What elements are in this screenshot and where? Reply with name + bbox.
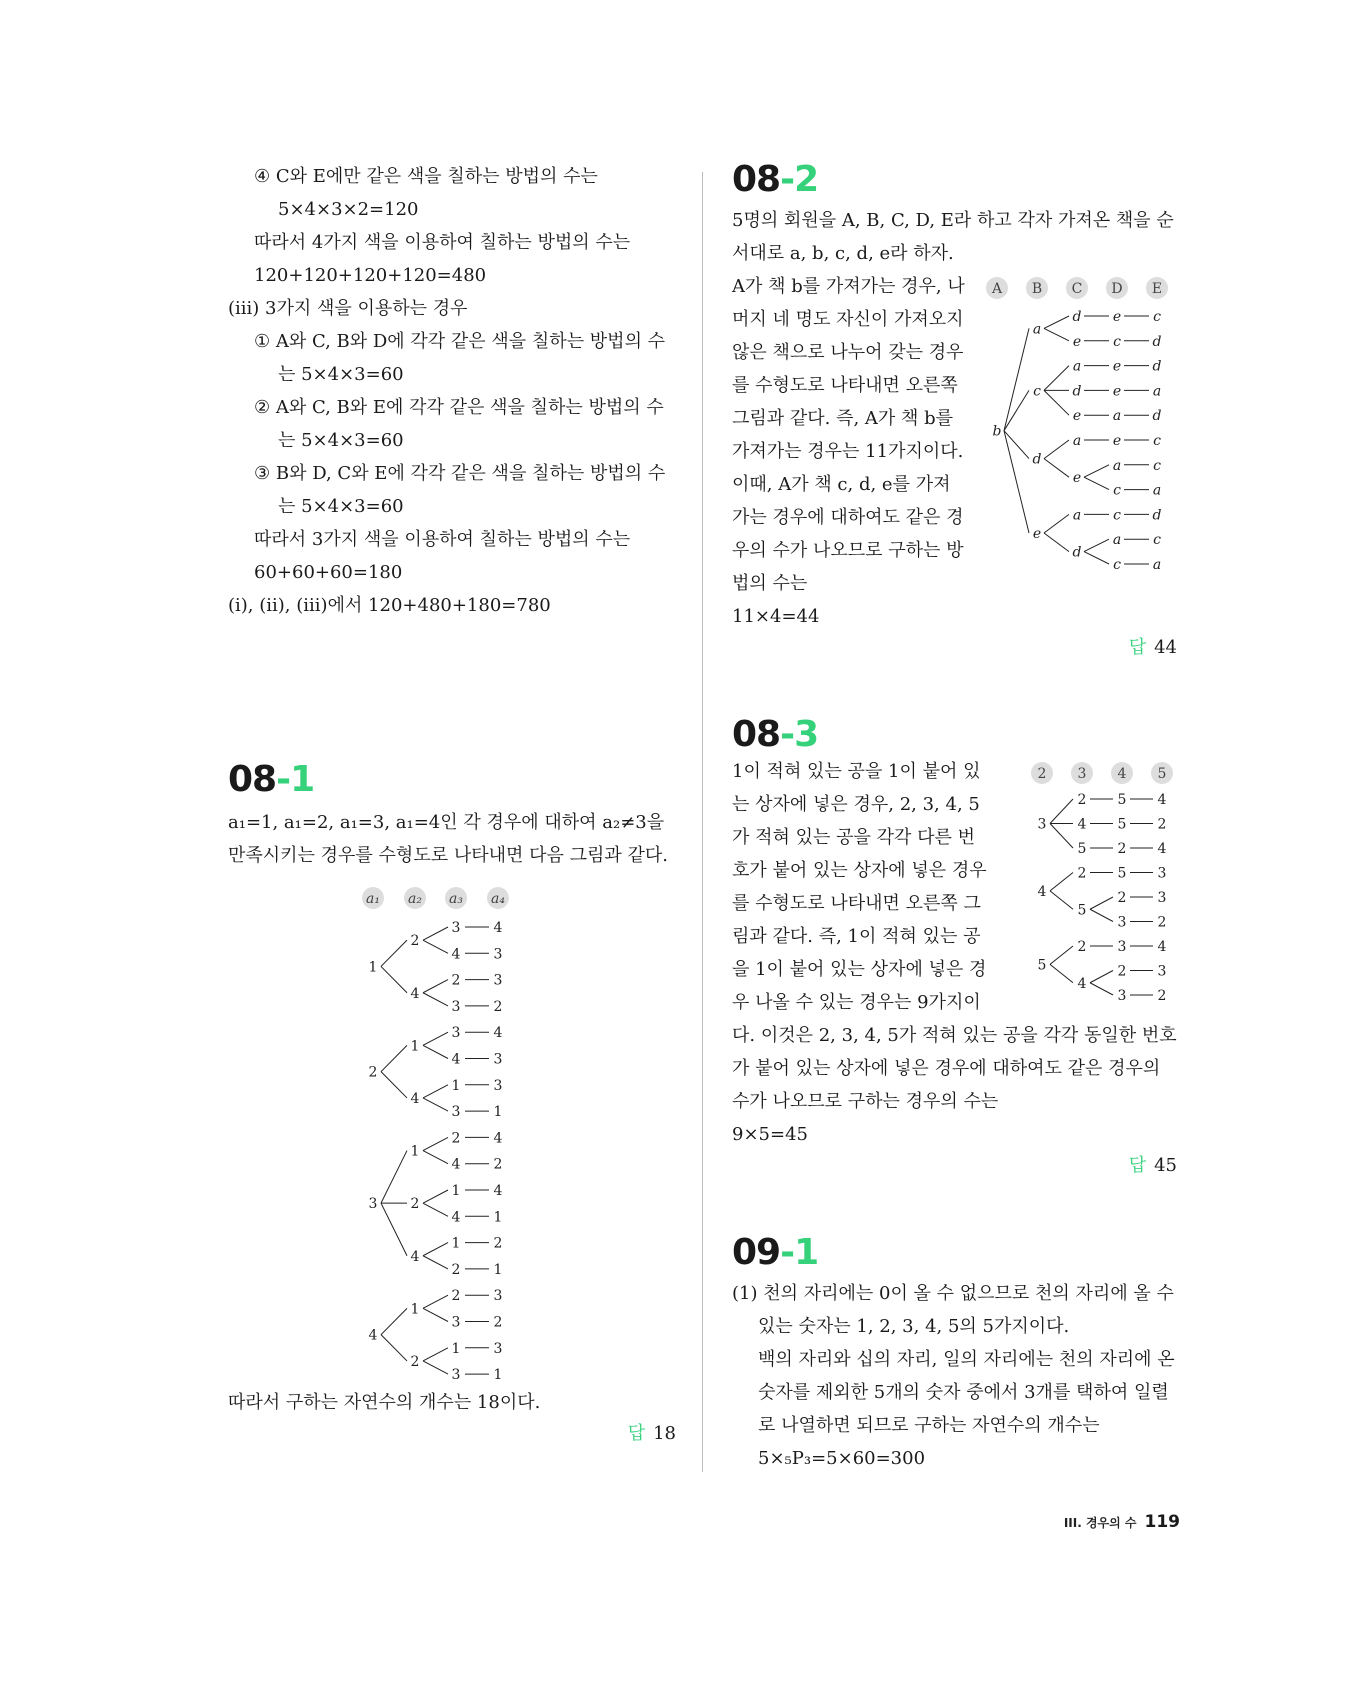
tree-node-label: 4	[493, 1025, 503, 1042]
section-paragraph: 백의 자리와 십의 자리, 일의 자리에는 천의 자리에 온 숫자를 제외한 5개의 숫자 중에서 3개를 택하여 일렬로 나열하면 되므로 구하는 자연수의 개수는	[758, 1349, 1175, 1436]
tree-edge	[423, 1295, 448, 1308]
section-calc: 5×₅P₃=5×60=300	[758, 1448, 926, 1469]
tree-edge	[1044, 459, 1069, 478]
tree-edge	[1004, 328, 1029, 430]
tree-node-label: d	[1032, 451, 1042, 468]
section-title: 08-2	[732, 159, 819, 200]
tree-node-label: 3	[451, 1314, 461, 1331]
tree-node-label: e	[1112, 383, 1122, 400]
tree-node-label: 2	[451, 1130, 461, 1147]
tree-edge	[423, 1348, 448, 1361]
answer-08-2	[732, 633, 1177, 663]
text-line: ③ B와 D, C와 E에 각각 같은 색을 칠하는 방법의 수	[254, 463, 666, 484]
tree-node-label: a	[1112, 532, 1122, 549]
text-line: ④ C와 E에만 같은 색을 칠하는 방법의 수는	[254, 166, 598, 187]
text-line: 는 5×4×3=60	[278, 430, 404, 451]
tree-node-label: 1	[451, 1340, 461, 1357]
tree-edge	[1090, 909, 1113, 921]
text-line: (i), (ii), (iii)에서 120+480+180=780	[228, 595, 551, 616]
section-title: 08-3	[732, 714, 819, 755]
tree-node-label: 3	[1157, 963, 1167, 980]
continued-solution	[228, 160, 676, 622]
tree-node-label: 4	[451, 1209, 461, 1226]
answer-value: 45	[1154, 1155, 1177, 1176]
tree-edge	[1084, 465, 1109, 477]
tree-edge	[423, 1190, 448, 1203]
tree-edge	[381, 1203, 407, 1256]
tree-edge	[1050, 824, 1073, 849]
tree-edge	[423, 1085, 448, 1098]
tree-node-label: 2	[1077, 865, 1087, 882]
tree-node-label: 2	[1117, 963, 1127, 980]
section-title: 08-1	[228, 759, 315, 800]
tree-node-label: 1	[451, 1235, 461, 1252]
tree-edge	[423, 980, 448, 993]
tree-node-label: c	[1113, 557, 1121, 573]
tree-edge	[423, 940, 448, 953]
tree-diagram-08-3	[1002, 759, 1177, 1014]
tree-node-label: 3	[451, 920, 461, 936]
text-line: ① A와 C, B와 D에 각각 같은 색을 칠하는 방법의 수	[254, 331, 666, 352]
tree-node-label: 1	[493, 1209, 503, 1226]
tree-node-label: a	[1072, 433, 1082, 449]
tree-node-label: d	[1152, 507, 1162, 524]
tree-node-label: c	[1153, 457, 1161, 474]
tree-header: 2	[1037, 766, 1047, 782]
tree-edge	[1084, 539, 1109, 551]
tree-header: a₄	[491, 891, 505, 907]
tree-edge	[381, 1151, 407, 1204]
tree-node-label: a	[1112, 408, 1122, 425]
tree-node-label: 3	[368, 1196, 378, 1213]
tree-header: 3	[1077, 766, 1087, 782]
tree-node-label: 2	[1077, 939, 1087, 955]
tree-node-label: a	[1072, 507, 1082, 524]
tree-edge	[1084, 552, 1109, 564]
tree-edge	[1044, 390, 1069, 415]
tree-node-label: 4	[1157, 939, 1167, 955]
tree-node-label: c	[1153, 309, 1161, 325]
tree-node-label: e	[1112, 358, 1122, 375]
section-09-1	[732, 1233, 1177, 1475]
section-08-3	[732, 715, 1177, 1181]
tree-node-label: 5	[1077, 841, 1087, 857]
section-08-2	[732, 160, 1177, 663]
tree-node-label: 3	[1037, 816, 1047, 833]
tree-node-label: 1	[410, 1038, 420, 1055]
tree-node-label: 1	[368, 959, 378, 976]
tree-node-label: 2	[1157, 914, 1167, 931]
section-intro: a₁=1, a₁=2, a₁=3, a₁=4인 각 경우에 대하여 a₂≠3을 만족시키는 경우를 수형도로 나타내면 다음 그림과 같다.	[228, 812, 668, 866]
tree-node-label: 4	[493, 1183, 503, 1199]
tree-node-label: 3	[451, 1104, 461, 1121]
tree-edge	[381, 940, 407, 966]
tree-node-label: 3	[451, 1367, 461, 1382]
tree-node-label: c	[1113, 333, 1121, 350]
tree-node-label: 2	[451, 972, 461, 989]
text-line: ② A와 C, B와 E에 각각 같은 색을 칠하는 방법의 수	[254, 397, 664, 418]
tree-node-label: c	[1153, 532, 1161, 549]
tree-edge	[1044, 533, 1069, 552]
tree-edge	[1050, 873, 1073, 891]
tree-node-label: 2	[368, 1064, 378, 1081]
tree-edge	[423, 1032, 448, 1045]
tree-diagram-08-1	[228, 882, 676, 1382]
text-line: 60+60+60=180	[254, 562, 403, 583]
tree-node-label: 2	[410, 1353, 420, 1370]
tree-diagram-08-2	[977, 274, 1177, 574]
tree-edge	[381, 1045, 407, 1071]
tree-node-label: e	[1072, 408, 1082, 425]
tree-node-label: d	[1152, 358, 1162, 375]
tree-edge	[1050, 891, 1073, 909]
tree-node-label: 1	[493, 1367, 503, 1382]
tree-node-label: 4	[410, 1248, 420, 1265]
section-08-1	[228, 760, 676, 1449]
tree-node-label: 1	[410, 1143, 420, 1160]
tree-node-label: a	[1072, 358, 1082, 375]
tree-edge	[423, 1308, 448, 1321]
section-body: A가 책 b를 가져가는 경우, 나머지 네 명도 자신이 가져오지 않은 책으로 나누어 갖는 경우를 수형도로 나타내면 오른쪽 그림과 같다. 즉, A가 책 b를 가져가는 경우는 11가지이다. 이때, A가 책 c, d, e를 가져가는 경우에 대하여도 같은 경우의 수가 나오므로 구하는 방법의 수는	[732, 276, 965, 594]
tree-node-label: 2	[493, 1156, 503, 1173]
tree-node-label: 4	[1077, 975, 1087, 992]
tree-node-label: 2	[1157, 988, 1167, 1004]
tree-edge	[381, 1072, 407, 1098]
tree-node-label: 2	[1077, 792, 1087, 808]
tree-node-label: d	[1072, 544, 1082, 561]
section-title: 09-1	[732, 1232, 819, 1273]
tree-node-label: 3	[1117, 939, 1127, 955]
tree-edge	[1050, 799, 1073, 824]
tree-header: E	[1151, 281, 1163, 297]
answer-label: 답	[1128, 1155, 1147, 1176]
tree-header: B	[1031, 281, 1043, 297]
right-column	[732, 160, 1177, 1475]
tree-node-label: 4	[451, 1156, 461, 1173]
section-calc: 11×4=44	[732, 606, 820, 627]
answer-08-3	[732, 1151, 1177, 1181]
tree-node-label: 2	[1157, 816, 1167, 833]
tree-node-label: 2	[493, 1314, 503, 1331]
tree-edge	[423, 1256, 448, 1269]
tree-node-label: e	[1072, 470, 1082, 487]
tree-edge	[1044, 440, 1069, 459]
tree-edge	[1050, 946, 1073, 964]
tree-edge	[1090, 983, 1113, 995]
tree-edge	[381, 1335, 407, 1361]
text-line: 5×4×3×2=120	[278, 199, 419, 220]
section-paragraph: (1) 천의 자리에는 0이 올 수 없으므로 천의 자리에 올 수 있는 숫자는 1, 2, 3, 4, 5의 5가지이다.	[732, 1283, 1174, 1337]
tree-edge	[1084, 477, 1109, 489]
tree-edge	[1090, 971, 1113, 983]
tree-node-label: 3	[1117, 988, 1127, 1004]
column-divider	[702, 172, 703, 1472]
tree-edge	[423, 1243, 448, 1256]
answer-value: 44	[1154, 637, 1177, 658]
tree-header: C	[1071, 281, 1083, 297]
tree-node-label: c	[1033, 383, 1041, 400]
tree-header: 4	[1117, 766, 1127, 782]
tree-node-label: 1	[493, 1104, 503, 1121]
tree-edge	[1044, 316, 1069, 328]
tree-node-label: 4	[410, 985, 420, 1002]
tree-node-label: 1	[451, 1183, 461, 1199]
tree-node-label: e	[1072, 333, 1082, 350]
tree-node-label: a	[1152, 557, 1162, 573]
tree-node-label: a	[1032, 321, 1042, 338]
tree-edge	[423, 1137, 448, 1150]
tree-edge	[423, 1361, 448, 1374]
tree-edge	[1004, 431, 1029, 533]
tree-node-label: 2	[410, 933, 420, 950]
tree-node-label: 4	[1157, 792, 1167, 808]
tree-edge	[423, 1151, 448, 1164]
answer-label: 답	[627, 1423, 646, 1444]
tree-node-label: c	[1113, 482, 1121, 499]
tree-node-label: 2	[451, 1288, 461, 1305]
text-line: 는 5×4×3=60	[278, 364, 404, 385]
tree-header: D	[1111, 281, 1123, 297]
tree-node-label: 3	[451, 1025, 461, 1042]
tree-node-label: 2	[493, 1235, 503, 1252]
tree-node-label: 2	[1117, 890, 1127, 906]
answer-08-1	[228, 1419, 676, 1449]
tree-header: a₁	[366, 891, 380, 907]
section-intro: 5명의 회원을 A, B, C, D, E라 하고 각자 가져온 책을 순서대로 a, b, c, d, e라 하자.	[732, 210, 1174, 264]
tree-edge	[423, 1098, 448, 1111]
answer-value: 18	[653, 1423, 676, 1444]
tree-node-label: 3	[493, 1077, 503, 1094]
tree-node-label: b	[992, 423, 1002, 440]
left-column	[228, 160, 676, 1449]
tree-node-label: 5	[1117, 865, 1127, 882]
text-line: (iii) 3가지 색을 이용하는 경우	[228, 298, 468, 319]
page-number: 119	[1144, 1512, 1180, 1532]
tree-node-label: 1	[451, 1077, 461, 1094]
tree-edge	[423, 993, 448, 1006]
text-line: 는 5×4×3=60	[278, 496, 404, 517]
tree-edge	[381, 966, 407, 992]
tree-node-label: 2	[410, 1196, 420, 1213]
tree-edge	[1044, 514, 1069, 533]
tree-node-label: 1	[493, 1261, 503, 1278]
tree-node-label: d	[1152, 333, 1162, 350]
tree-node-label: 3	[451, 998, 461, 1015]
tree-edge	[1044, 366, 1069, 391]
tree-node-label: 2	[1117, 841, 1127, 857]
text-line: 따라서 3가지 색을 이용하여 칠하는 방법의 수는	[254, 529, 631, 550]
tree-node-label: 4	[451, 1051, 461, 1068]
chapter-label: III. 경우의 수	[1063, 1516, 1137, 1530]
tree-edge	[423, 1203, 448, 1216]
tree-node-label: 5	[1117, 792, 1127, 808]
tree-edge	[1044, 328, 1069, 340]
tree-node-label: 4	[1037, 883, 1047, 900]
section-conclusion: 따라서 구하는 자연수의 개수는 18이다.	[228, 1392, 541, 1413]
tree-node-label: 3	[1117, 914, 1127, 931]
tree-node-label: 4	[493, 920, 503, 936]
tree-node-label: 3	[493, 1340, 503, 1357]
tree-header: A	[991, 281, 1003, 297]
tree-node-label: 3	[493, 1051, 503, 1068]
section-calc: 9×5=45	[732, 1124, 808, 1145]
tree-node-label: 4	[1157, 841, 1167, 857]
tree-node-label: e	[1112, 309, 1122, 325]
tree-node-label: e	[1112, 433, 1122, 449]
tree-node-label: a	[1152, 482, 1162, 499]
tree-node-label: 1	[410, 1301, 420, 1318]
tree-node-label: d	[1152, 408, 1162, 425]
text-line: 따라서 4가지 색을 이용하여 칠하는 방법의 수는	[254, 232, 631, 253]
tree-node-label: 3	[1157, 865, 1167, 882]
answer-label: 답	[1128, 637, 1147, 658]
tree-node-label: c	[1113, 507, 1121, 524]
tree-header: a₂	[408, 891, 422, 907]
section-body: 1이 적혀 있는 공을 1이 붙어 있는 상자에 넣은 경우, 2, 3, 4, 5가 적혀 있는 공을 각각 다른 번호가 붙어 있는 상자에 넣은 경우를 수형도로 나타내면 오른쪽 그림과 같다. 즉, 1이 적혀 있는 공을 1이 붙어 있는 상자에 넣은 경우 나올 수 있는 경우는 9가지이다. 이것은 2, 3, 4, 5가 적혀 있는 공을 각각 동일한 번호가 붙어 있는 상자에 넣은 경우에 대하여도 같은 경우의 수가 나오므로 구하는 경우의 수는	[732, 761, 1177, 1112]
tree-edge	[423, 927, 448, 940]
tree-node-label: 3	[1157, 890, 1167, 906]
tree-node-label: 3	[493, 946, 503, 963]
tree-node-label: a	[1152, 383, 1162, 400]
tree-header: 5	[1157, 766, 1167, 782]
text-line: 120+120+120+120=480	[254, 265, 487, 286]
tree-node-label: 4	[368, 1327, 378, 1344]
tree-node-label: d	[1072, 383, 1082, 400]
tree-edge	[1004, 390, 1029, 430]
tree-node-label: 4	[451, 946, 461, 963]
tree-edge	[1050, 964, 1073, 982]
tree-node-label: d	[1072, 309, 1082, 325]
page-footer	[1060, 1512, 1180, 1532]
tree-node-label: a	[1112, 457, 1122, 474]
tree-node-label: 3	[493, 972, 503, 989]
tree-edge	[381, 1308, 407, 1334]
tree-node-label: e	[1032, 526, 1042, 542]
tree-edge	[1090, 897, 1113, 909]
tree-node-label: 4	[493, 1130, 503, 1147]
tree-header: a₃	[449, 891, 463, 907]
tree-node-label: 5	[1077, 902, 1087, 919]
tree-node-label: 2	[451, 1261, 461, 1278]
tree-edge	[423, 1045, 448, 1058]
tree-node-label: 2	[493, 998, 503, 1015]
tree-node-label: 4	[1077, 816, 1087, 833]
tree-node-label: 5	[1037, 957, 1047, 974]
tree-node-label: c	[1153, 433, 1161, 449]
tree-node-label: 3	[493, 1288, 503, 1305]
tree-node-label: 5	[1117, 816, 1127, 833]
tree-node-label: 4	[410, 1090, 420, 1107]
